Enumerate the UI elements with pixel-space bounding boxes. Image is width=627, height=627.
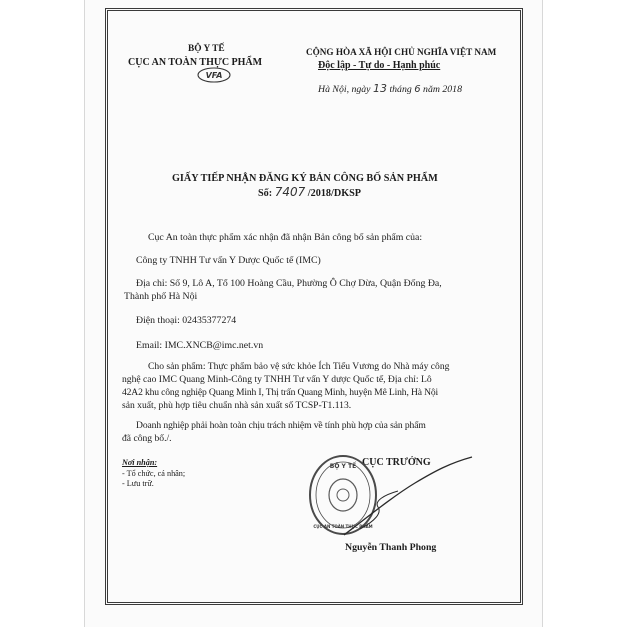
company-name: Công ty TNHH Tư vấn Y Dược Quốc tế (IMC): [136, 255, 321, 266]
handwritten-signature: [340, 455, 480, 545]
product-line-1: Cho sản phẩm: Thực phẩm bảo vệ sức khỏe Ích Tiểu Vương do Nhà máy công: [148, 361, 450, 372]
address-line-1: Địa chỉ: Số 9, Lô A, Tổ 100 Hoàng Cầu, Phường Ô Chợ Dừa, Quận Đống Đa,: [136, 278, 442, 289]
svg-text:VFA: VFA: [205, 71, 223, 80]
svg-text:BỘ Y TẾ: BỘ Y TẾ: [329, 463, 357, 470]
phone: Điện thoại: 02435377274: [136, 315, 237, 326]
ministry-name: BỘ Y TẾ: [188, 44, 225, 54]
product-line-3: 42A2 khu công nghiệp Quang Minh I, Thị trấn Quang Minh, huyện Mê Linh, Hà Nội: [122, 387, 439, 398]
responsibility-line-1: Doanh nghiệp phải hoàn toàn chịu trách nhiệm về tính phù hợp của sản phẩm: [136, 420, 426, 431]
date-year: năm 2018: [423, 84, 462, 95]
date-month: 6: [414, 84, 421, 95]
date-day: 13: [372, 82, 387, 95]
product-line-2: nghệ cao IMC Quang Minh-Công ty TNHH Tư vấn Y dược Quốc tế, Địa chỉ: Lô: [122, 374, 432, 385]
signer-name: Nguyễn Thanh Phong: [345, 542, 437, 553]
signer-position: CỤC TRƯỞNG: [362, 457, 431, 468]
number-label: Số:: [258, 188, 273, 199]
number-handwritten: 7407: [274, 185, 306, 199]
svg-text:CỤC AN TOÀN THỰC PHẨM: CỤC AN TOÀN THỰC PHẨM: [313, 524, 373, 529]
product-line-4: sản xuất, phù hợp tiêu chuẩn nhà sản xuất số TCSP-T1.113.: [122, 400, 352, 411]
issue-date: [318, 82, 462, 95]
recipient-item: - Tổ chức, cá nhân;: [122, 469, 186, 478]
recipients-title: Nơi nhận:: [122, 458, 158, 467]
document-title: GIẤY TIẾP NHẬN ĐĂNG KÝ BẢN CÔNG BỐ SẢN PHẨM: [172, 173, 438, 184]
number-suffix: /2018/DKSP: [307, 188, 362, 199]
department-name: CỤC AN TOÀN THỰC PHẨM: [128, 57, 263, 68]
date-month-label: tháng: [389, 84, 412, 95]
vfa-logo: [196, 66, 232, 84]
responsibility-line-2: đã công bố./.: [122, 433, 172, 444]
address-line-2: Thành phố Hà Nội: [124, 291, 198, 302]
republic-name: CỘNG HÒA XÃ HỘI CHỦ NGHĨA VIỆT NAM: [306, 47, 497, 57]
document-number: [258, 185, 361, 199]
email: Email: IMC.XNCB@imc.net.vn: [136, 340, 264, 351]
recipient-item: - Lưu trữ.: [122, 479, 154, 488]
intro-text: Cục An toàn thực phẩm xác nhận đã nhận Bản công bố sản phẩm của:: [148, 232, 423, 243]
national-motto: Độc lập - Tự do - Hạnh phúc: [318, 60, 441, 71]
date-place: Hà Nội, ngày: [318, 84, 371, 95]
